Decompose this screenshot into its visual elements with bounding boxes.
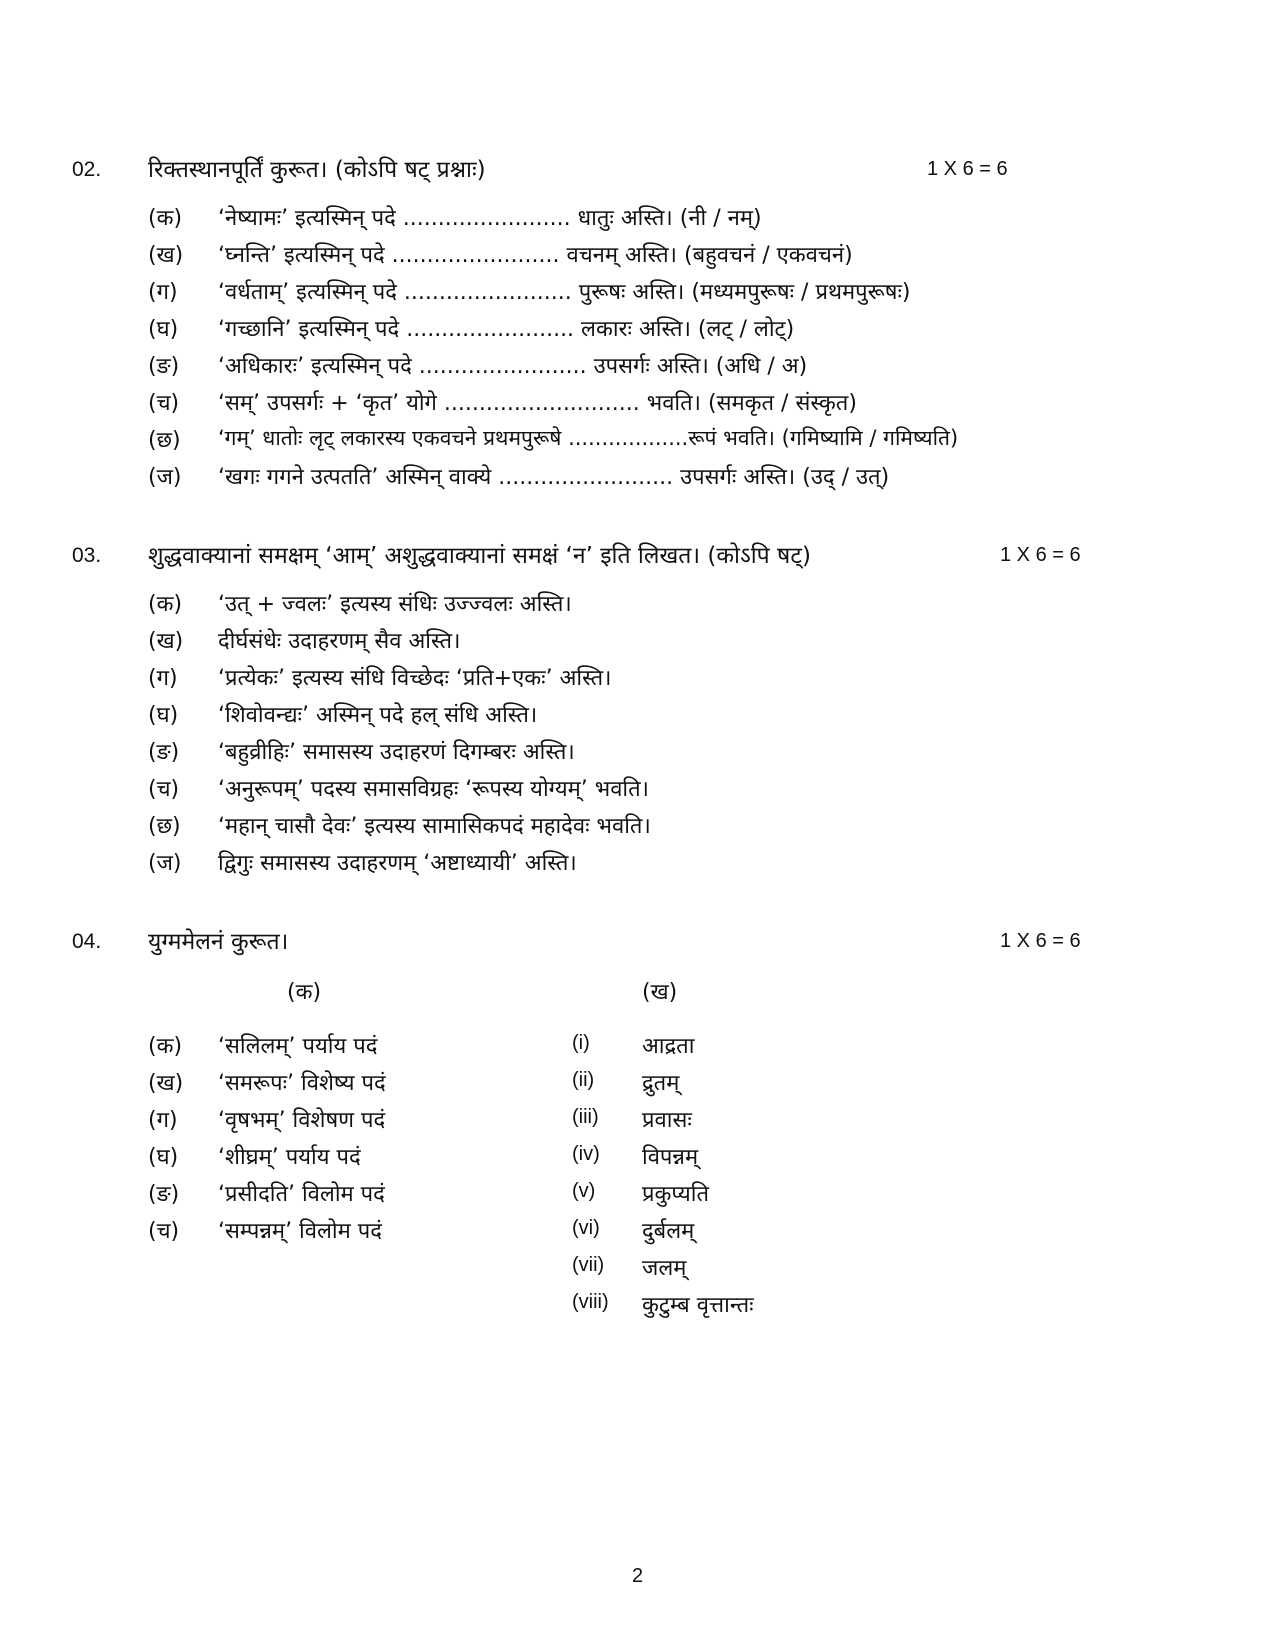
item-label: (क) xyxy=(148,592,183,617)
list-item xyxy=(72,695,1192,732)
list-item xyxy=(572,1285,992,1322)
item-label: (ज) xyxy=(148,851,182,876)
list-item xyxy=(72,383,1192,420)
question-02 xyxy=(72,152,1192,494)
question-marks: 1 X 6 = 6 xyxy=(927,158,1008,180)
list-item xyxy=(572,1026,992,1063)
item-text: ‘सलिलम्’ पर्याय पदं xyxy=(218,1034,378,1059)
item-text: ‘सम्पन्नम्’ विलोम पदं xyxy=(218,1219,382,1244)
list-item xyxy=(72,732,1192,769)
question-items xyxy=(72,198,1192,494)
list-item xyxy=(72,198,1192,235)
match-column-b xyxy=(572,1026,992,1322)
item-label: (iv) xyxy=(572,1143,600,1165)
item-label: (ग) xyxy=(148,280,178,305)
item-text: द्रुतम् xyxy=(642,1071,680,1096)
item-text: ‘बहुव्रीहिः’ समासस्य उदाहरणं दिगम्बरः अस्ति। xyxy=(218,740,575,765)
list-item xyxy=(148,1174,568,1211)
question-03 xyxy=(72,538,1192,880)
item-label: (ज) xyxy=(148,465,182,490)
question-header xyxy=(72,152,1192,192)
item-text: ‘प्रत्येकः’ इत्यस्य संधि विच्छेदः ‘प्रति+एकः’ अस्ति। xyxy=(218,666,612,691)
item-text: ‘शीघ्रम्’ पर्याय पदं xyxy=(218,1145,361,1170)
list-item xyxy=(72,843,1192,880)
item-label: (घ) xyxy=(148,1145,179,1170)
list-item xyxy=(72,272,1192,309)
item-label: (ख) xyxy=(148,629,184,654)
item-text: कुटुम्ब वृत्तान्तः xyxy=(642,1293,754,1318)
item-text: ‘नेष्यामः’ इत्यस्मिन् पदे ........................ धातुः अस्ति। (नी / नम्) xyxy=(218,206,762,231)
column-b-heading: (ख) xyxy=(642,980,678,1005)
item-label: (ङ) xyxy=(148,1182,180,1207)
item-label: (च) xyxy=(148,777,180,802)
question-marks: 1 X 6 = 6 xyxy=(1000,544,1081,566)
item-label: (v) xyxy=(572,1180,596,1202)
item-label: (ङ) xyxy=(148,740,180,765)
item-text: ‘महान् चासौ देवः’ इत्यस्य सामासिकपदं महादेवः भवति। xyxy=(218,814,651,839)
list-item xyxy=(572,1137,992,1174)
item-text: ‘घ्नन्ति’ इत्यस्मिन् पदे ........................ वचनम् अस्ति। (बहुवचनं / एकवचनं) xyxy=(218,243,853,268)
list-item xyxy=(148,1137,568,1174)
question-text: युग्ममेलनं कुरूत। xyxy=(148,929,289,955)
list-item xyxy=(72,309,1192,346)
item-label: (ग) xyxy=(148,666,178,691)
question-number: 03. xyxy=(72,544,102,567)
item-label: (ग) xyxy=(148,1108,178,1133)
item-text: जलम् xyxy=(642,1256,687,1281)
item-text: प्रकुप्यति xyxy=(642,1182,710,1207)
list-item xyxy=(72,621,1192,658)
item-label: (च) xyxy=(148,391,180,416)
list-item xyxy=(148,1211,568,1248)
list-item xyxy=(72,420,1192,457)
question-marks: 1 X 6 = 6 xyxy=(1000,930,1081,952)
item-label: (ii) xyxy=(572,1069,595,1091)
item-label: (क) xyxy=(148,1034,183,1059)
question-04 xyxy=(72,924,1192,1324)
list-item xyxy=(72,769,1192,806)
item-label: (ङ) xyxy=(148,354,180,379)
item-label: (vi) xyxy=(572,1217,600,1239)
item-label: (घ) xyxy=(148,317,179,342)
item-text: दुर्बलम् xyxy=(642,1219,695,1244)
question-text: रिक्तस्थानपूर्तिं कुरूत। (कोऽपि षट् प्रश्नाः) xyxy=(148,157,486,183)
list-item xyxy=(72,806,1192,843)
item-text: दीर्घसंधेः उदाहरणम् सैव अस्ति। xyxy=(218,629,461,654)
item-text: ‘गच्छानि’ इत्यस्मिन् पदे ........................ लकारः अस्ति। (लट् / लोट्) xyxy=(218,317,795,342)
item-text: ‘शिवोवन्द्यः’ अस्मिन् पदे हल् संधि अस्ति। xyxy=(218,703,538,728)
question-items xyxy=(72,584,1192,880)
item-text: ‘उत् + ज्वलः’ इत्यस्य संधिः उज्ज्वलः अस्ति। xyxy=(218,592,572,617)
item-text: आद्रता xyxy=(642,1034,695,1059)
item-label: (च) xyxy=(148,1219,180,1244)
question-number: 02. xyxy=(72,158,102,181)
list-item xyxy=(72,346,1192,383)
item-text: प्रवासः xyxy=(642,1108,692,1133)
list-item xyxy=(72,457,1192,494)
list-item xyxy=(148,1100,568,1137)
item-text: द्विगुः समासस्य उदाहरणम् ‘अष्टाध्यायी’ अस्ति। xyxy=(218,851,577,876)
list-item xyxy=(572,1248,992,1285)
item-label: (vii) xyxy=(572,1254,605,1276)
item-label: (छ) xyxy=(148,814,181,839)
item-label: (viii) xyxy=(572,1291,609,1313)
item-text: ‘अधिकारः’ इत्यस्मिन् पदे ........................ उपसर्गः अस्ति। (अधि / अ) xyxy=(218,354,808,379)
question-header xyxy=(72,538,1192,578)
list-item xyxy=(148,1063,568,1100)
list-item xyxy=(148,1026,568,1063)
list-item xyxy=(572,1100,992,1137)
item-text: ‘वृषभम्’ विशेषण पदं xyxy=(218,1108,386,1133)
page-number: 2 xyxy=(631,1565,644,1587)
list-item xyxy=(72,584,1192,621)
item-label: (iii) xyxy=(572,1106,599,1128)
question-header xyxy=(72,924,1192,964)
item-text: ‘खगः गगने उत्पतति’ अस्मिन् वाक्ये ......................... उपसर्गः अस्ति। (उद् / उत्) xyxy=(218,465,890,490)
item-text: ‘वर्धताम्’ इत्यस्मिन् पदे ........................ पुरूषः अस्ति। (मध्यमपुरूषः / प्रथमपुरूषः) xyxy=(218,280,911,305)
list-item xyxy=(572,1174,992,1211)
question-text: शुद्धवाक्यानां समक्षम् ‘आम्’ अशुद्धवाक्यानां समक्षं ‘न’ इति लिखत। (कोऽपि षट्) xyxy=(148,543,811,569)
list-item xyxy=(572,1063,992,1100)
item-label: (छ) xyxy=(148,428,181,453)
item-text: ‘गम्’ धातोः लृट् लकारस्य एकवचने प्रथमपुरूषे ..................रूपं भवति। (गमिष्यामि / गमिष्यति) xyxy=(218,426,959,450)
item-label: (घ) xyxy=(148,703,179,728)
list-item xyxy=(72,658,1192,695)
list-item xyxy=(72,235,1192,272)
question-number: 04. xyxy=(72,930,102,953)
item-label: (ख) xyxy=(148,243,184,268)
item-text: ‘समरूपः’ विशेष्य पदं xyxy=(218,1071,386,1096)
item-label: (ख) xyxy=(148,1071,184,1096)
item-text: ‘सम्’ उपसर्गः + ‘कृत’ योगे ............................ भवति। (समकृत / संस्कृत) xyxy=(218,391,857,416)
item-text: विपन्नम् xyxy=(642,1145,699,1170)
column-a-heading: (क) xyxy=(287,980,322,1005)
match-column-a xyxy=(148,1026,568,1248)
item-text: ‘प्रसीदति’ विलोम पदं xyxy=(218,1182,385,1207)
item-label: (i) xyxy=(572,1032,590,1054)
item-text: ‘अनुरूपम्’ पदस्य समासविग्रहः ‘रूपस्य योग्यम्’ भवति। xyxy=(218,777,649,802)
item-label: (क) xyxy=(148,206,183,231)
list-item xyxy=(572,1211,992,1248)
